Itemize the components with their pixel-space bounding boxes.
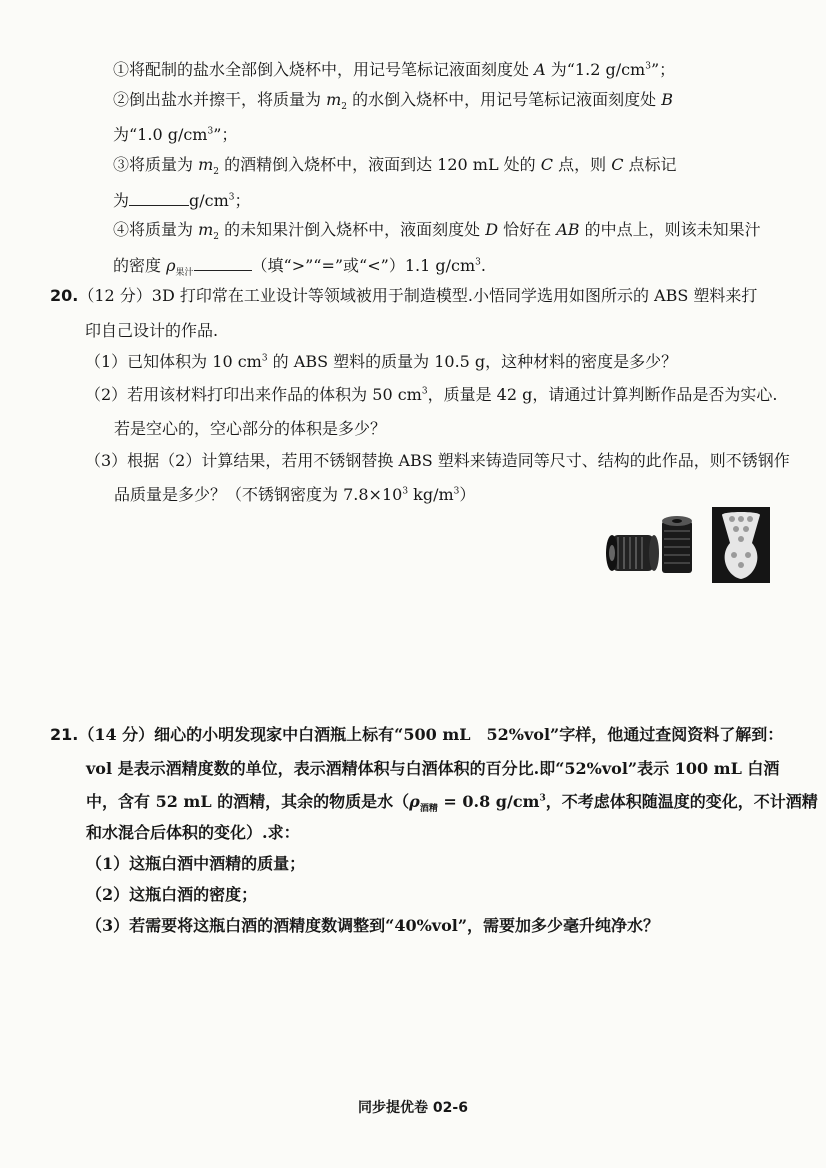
q19-step2-line1 xyxy=(113,89,673,111)
q19-step4-line2 xyxy=(113,255,486,277)
q21-part1 xyxy=(86,853,305,875)
q19-step4-mid: 的未知果汁倒入烧杯中，液面刻度处 xyxy=(219,220,486,239)
q20-p2-line2: 若是空心的，空心部分的体积是多少？ xyxy=(114,419,387,438)
q20-part2-line1 xyxy=(85,384,777,406)
q20-p1-post: 的 ABS 塑料的质量为 10.5 g，这种材料的密度是多少？ xyxy=(267,352,678,371)
q21-intro3-exp: 3 xyxy=(539,793,546,804)
q19-step2-text: ②倒出盐水并擦干，将质量为 xyxy=(113,90,327,109)
q21-intro3-text: 中，含有 52 mL 的酒精，其余的物质是水（ xyxy=(86,792,410,811)
rho-subscript: 酒精 xyxy=(419,804,438,815)
q19-step2-var: m xyxy=(326,90,342,109)
q19-step4-text: ④将质量为 xyxy=(113,220,199,239)
q19-step2-var2: B xyxy=(661,90,673,109)
q19-step4-var: m xyxy=(198,220,214,239)
q21-p1: （1）这瓶白酒中酒精的质量； xyxy=(86,854,306,873)
q19-step4-mid2: 恰好在 xyxy=(498,220,557,239)
answer-blank[interactable] xyxy=(129,191,189,206)
q19-step1-mid: 为“1.2 g/cm xyxy=(545,60,646,79)
q21-intro2: vol 是表示酒精度数的单位，表示酒精体积与白酒体积的百分比.即“52%vol”表示 100 mL 白酒 xyxy=(86,759,780,778)
q20-p2-exp: 3 xyxy=(421,386,428,397)
q19-step3-var3: C xyxy=(611,155,624,174)
q20-intro2: 印自己设计的作品. xyxy=(85,321,219,340)
q19-step3-var: m xyxy=(198,155,214,174)
q19-step3-post: 点标记 xyxy=(623,155,677,174)
q19-step3-var2: C xyxy=(540,155,554,174)
q20-intro1: （12 分）3D 打印常在工业设计等领域被用于制造模型.小悟同学选用如图所示的 ABS 塑料来打 xyxy=(78,286,758,305)
q19-step4-line2-text: 的密度 xyxy=(113,256,167,275)
q20-p3-mid: kg/m xyxy=(408,485,454,504)
q20-intro-line1 xyxy=(50,285,757,307)
abs-figure xyxy=(604,507,770,583)
q19-step2-post: 的水倒入烧杯中，用记号笔标记液面刻度处 xyxy=(347,90,662,109)
q21-intro3-mid: = 0.8 g/cm xyxy=(437,792,540,811)
q19-step4-line1 xyxy=(113,219,761,241)
q19-step3-end: ； xyxy=(234,191,251,210)
q20-p2-text: （2）若用该材料打印出来作品的体积为 50 cm xyxy=(85,385,422,404)
q20-p3-exp2: 3 xyxy=(453,486,460,497)
q19-step1 xyxy=(113,59,675,81)
q19-step4-post: 的中点上，则该未知果汁 xyxy=(579,220,761,239)
q21-intro1: （14 分）细心的小明发现家中白酒瓶上标有“500 mL 52%vol”字样，他通过查阅资料了解到： xyxy=(78,725,784,744)
q19-step3-line2-text: 为 xyxy=(113,191,130,210)
q21-part3 xyxy=(86,915,659,937)
q19-step1-var: A xyxy=(534,60,546,79)
q21-p3: （3）若需要将这瓶白酒的酒精度数调整到“40%vol”，需要加多少毫升纯净水？ xyxy=(86,916,660,935)
q20-intro-line2 xyxy=(85,320,218,342)
filament-spool-icon xyxy=(662,516,692,573)
question-number: 20. xyxy=(50,286,79,305)
q20-p3-post: ） xyxy=(459,485,476,504)
filament-spool-icon xyxy=(606,535,659,571)
q21-intro-line3 xyxy=(86,791,818,813)
q21-intro4: 和水混合后体积的变化）.求： xyxy=(86,823,300,842)
q21-part2 xyxy=(86,884,257,906)
q19-step2-line2-post: ”； xyxy=(213,125,238,144)
q20-part3-line1 xyxy=(85,450,790,472)
q19-step4-var3: AB xyxy=(556,220,580,239)
q19-step4-var2: D xyxy=(485,220,499,239)
q19-step2-line2-exp: 3 xyxy=(207,126,214,137)
q21-p2: （2）这瓶白酒的密度； xyxy=(86,885,258,904)
rho-symbol: ρ xyxy=(409,792,420,811)
q21-intro3-post: ，不考虑体积随温度的变化，不计酒精 xyxy=(545,792,818,811)
q21-intro-line1 xyxy=(50,724,783,746)
q20-part1 xyxy=(85,351,677,373)
q19-step3-line2 xyxy=(113,190,251,212)
q19-step4-line2-end: . xyxy=(480,256,486,275)
q19-step3-line1 xyxy=(113,154,677,176)
q19-step1-text: ①将配制的盐水全部倒入烧杯中，用记号笔标记液面刻度处 xyxy=(113,60,535,79)
q19-step1-post: ”； xyxy=(650,60,676,79)
page-footer: 同步提优卷 02-6 xyxy=(358,1100,468,1116)
q20-p1-exp: 3 xyxy=(261,353,268,364)
question-number: 21. xyxy=(50,725,79,744)
q19-step3-mid: 的酒精倒入烧杯中，液面到达 120 mL 处的 xyxy=(219,155,541,174)
q19-step4-line2-exp: 3 xyxy=(475,257,481,268)
q19-step3-text: ③将质量为 xyxy=(113,155,199,174)
q19-step2-line2 xyxy=(113,124,237,146)
q20-p2-post: ，质量是 42 g，请通过计算判断作品是否为实心. xyxy=(427,385,778,404)
q19-step4-line2-post: （填“>”“=”或“<”）1.1 g/cm xyxy=(251,256,476,275)
answer-blank[interactable] xyxy=(194,256,252,271)
q21-intro-line4 xyxy=(86,822,300,844)
q21-intro-line2 xyxy=(86,758,779,780)
q20-p1-text: （1）已知体积为 10 cm xyxy=(85,352,262,371)
q19-step3-exp: 3 xyxy=(228,192,235,203)
printed-vase-icon xyxy=(712,507,770,583)
q20-p3-line2-text: 品质量是多少？（不锈钢密度为 7.8×10 xyxy=(114,485,403,504)
q20-part3-line2 xyxy=(114,484,475,506)
q19-step1-exp: 3 xyxy=(645,61,651,72)
q19-step2-sub: 2 xyxy=(341,102,347,113)
abs-figure-image xyxy=(604,507,770,583)
rho-symbol: ρ xyxy=(166,256,176,275)
q19-step3-mid2: 点，则 xyxy=(553,155,612,174)
rho-subscript: 果汁 xyxy=(175,268,194,279)
q20-p3-exp1: 3 xyxy=(402,486,409,497)
q20-part2-line2 xyxy=(114,418,386,440)
q19-step2-line2-text: 为“1.0 g/cm xyxy=(113,125,208,144)
q20-p3-line1: （3）根据（2）计算结果，若用不锈钢替换 ABS 塑料来铸造同等尺寸、结构的此作品，则不锈钢作 xyxy=(85,451,790,470)
q19-step4-sub: 2 xyxy=(213,232,219,243)
q19-step3-sub: 2 xyxy=(213,167,219,178)
q19-step3-unit: g/cm xyxy=(189,191,229,210)
